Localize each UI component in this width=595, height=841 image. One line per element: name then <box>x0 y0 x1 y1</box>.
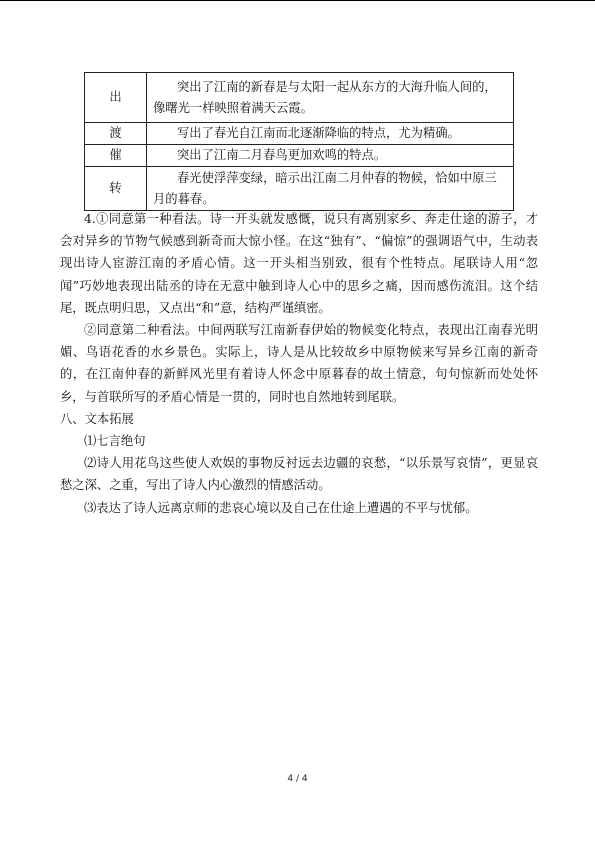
table-cell-explanation: 写出了春光自江南而北逐渐降临的特点，尤为精确。 <box>147 123 514 145</box>
table-row <box>85 145 514 167</box>
list-item: ⑵诗人用花鸟这些使人欢娱的事物反衬远去边疆的哀愁，“以乐景写哀情”，更显哀愁之深、之重，写出了诗人内心激烈的情感活动。 <box>60 456 538 493</box>
table-cell-explanation: 突出了江南二月春鸟更加欢鸣的特点。 <box>147 145 514 167</box>
word-analysis-table <box>84 72 514 211</box>
table-cell-char: 渡 <box>85 123 147 145</box>
table-cell-char: 出 <box>85 73 147 123</box>
table-cell-explanation: 突出了江南的新春是与太阳一起从东方的大海升临人间的，像曙光一样映照着满天云霞。 <box>147 73 514 123</box>
table-cell-char: 催 <box>85 145 147 167</box>
top-border-line <box>0 0 595 1</box>
list-item: ⑶表达了诗人远离京师的悲哀心境以及自己在仕途上遭遇的不平与忧郁。 <box>84 500 478 515</box>
table-row <box>85 167 514 211</box>
answer-4-paragraph-1: 4.①同意第一种看法。诗一开头就发感慨，说只有离别家乡、奔走仕途的游子，才会对异乡的节物气候感到新奇而大惊小怪。在这“独有”、“偏惊”的强调语气中，生动表现出诗人宦游江南的矛盾心情。这一开头相当别致，很有个性特点。尾联诗人用“忽闻”巧妙地表现出陆丞的诗在无意中触到诗人心中的思乡之痛，因而感伤流泪。这个结尾，既点明归思，又点出“和”意，结构严谨缜密。 <box>60 212 538 315</box>
table-row <box>85 123 514 145</box>
page-number: 4 / 4 <box>287 774 308 784</box>
table-cell-explanation: 春光使浮萍变绿，暗示出江南二月仲春的物候，恰如中原三月的暮春。 <box>147 167 514 211</box>
answer-content <box>60 208 538 519</box>
section-heading: 八、文本拓展 <box>60 411 134 426</box>
table-row <box>85 73 514 123</box>
answer-4-paragraph-2: ②同意第二种看法。中间两联写江南新春伊始的物候变化特点，表现出江南春光明媚、鸟语花香的水乡景色。实际上，诗人是从比较故乡中原物候来写异乡江南的新奇的，在江南仲春的新鲜风光里有着诗人怀念中原暮春的故土情意，句句惊新而处处怀乡，与首联所写的矛盾心情是一贯的，同时也自然地转到尾联。 <box>60 323 538 404</box>
list-item: ⑴七言绝句 <box>84 434 146 449</box>
table-cell-char: 转 <box>85 167 147 211</box>
